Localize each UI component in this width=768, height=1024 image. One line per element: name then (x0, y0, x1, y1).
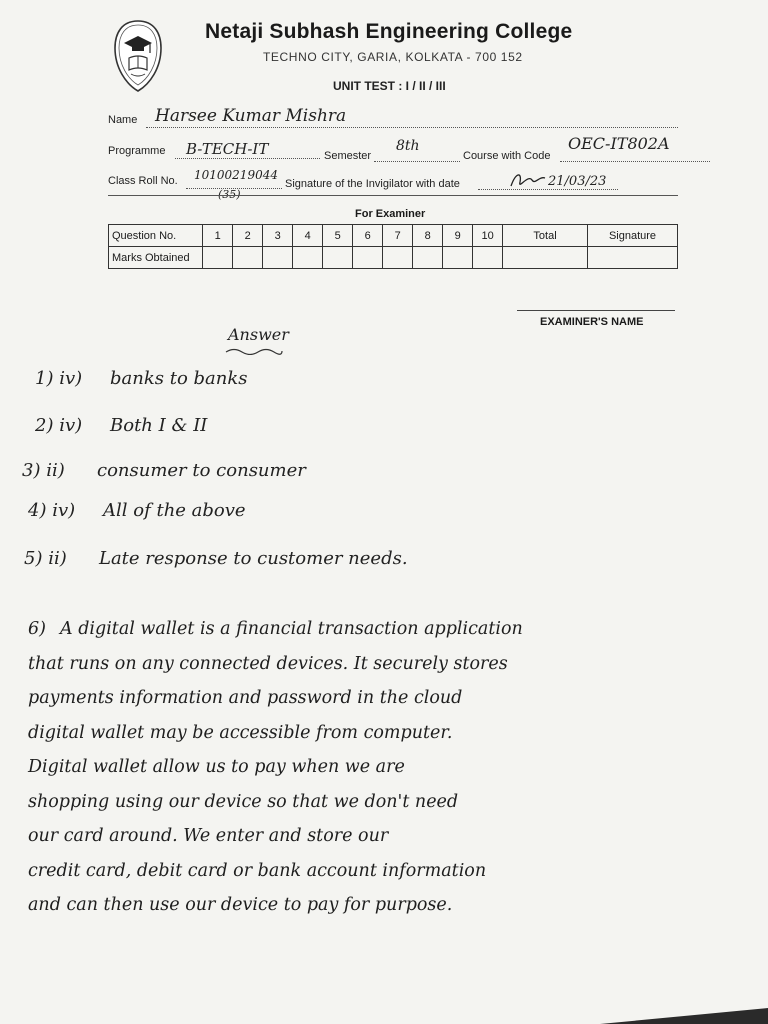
answer-number: 1) iv) (35, 368, 83, 389)
name-line (146, 127, 678, 128)
answer-item (22, 460, 306, 481)
answer-text: Late response to customer needs. (99, 548, 408, 569)
question-number: 8 (413, 225, 443, 247)
question-number: 6 (353, 225, 383, 247)
answer-heading: Answer (228, 325, 289, 344)
total-cell (503, 247, 588, 269)
marks-cell (413, 247, 443, 269)
answer-item (35, 415, 207, 436)
answer-number: 4) iv) (28, 500, 76, 521)
marks-cell (383, 247, 413, 269)
examiner-name-label: EXAMINER'S NAME (540, 316, 644, 328)
question-number: 7 (383, 225, 413, 247)
college-name: Netaji Subhash Engineering College (205, 20, 573, 43)
marks-cell (473, 247, 503, 269)
answer-text: consumer to consumer (97, 460, 306, 481)
header-divider (108, 195, 678, 196)
marks-cell (323, 247, 353, 269)
programme-label: Programme (108, 145, 166, 157)
answer-text: Both I & II (110, 415, 208, 436)
examiner-name-line (517, 310, 675, 311)
marks-obtained-row (109, 247, 678, 269)
long-answer-text: A digital wallet is a financial transaction application that runs on any connected devices. It securely stores payments information and password in the cloud digital wallet may be accessible from computer. Digital wallet allow us to pay when we are shopping using our device so that we don't need our card around. We enter and store our credit card, debit card or bank account information and can then use our device to pay for purpose. (28, 619, 523, 915)
answer-number: 5) ii) (24, 548, 67, 569)
marks-header-row (109, 225, 678, 247)
invigilator-signature-date: 21/03/23 (548, 174, 607, 189)
marks-cell (203, 247, 233, 269)
answer-text: banks to banks (110, 368, 248, 389)
question-number: 9 (443, 225, 473, 247)
marks-cell (263, 247, 293, 269)
long-answer-number: 6) (28, 619, 46, 639)
answer-item (35, 368, 248, 389)
signature-cell (587, 247, 677, 269)
roll-sub-value: (35) (218, 188, 241, 201)
course-line (560, 161, 710, 162)
semester-value: 8th (396, 138, 420, 154)
answer-underline-icon (224, 347, 284, 355)
question-number: 1 (203, 225, 233, 247)
for-examiner-label: For Examiner (355, 208, 426, 220)
question-no-label: Question No. (109, 225, 203, 247)
marks-cell (293, 247, 323, 269)
marks-cell (233, 247, 263, 269)
answer-item (28, 500, 246, 521)
marks-obtained-label: Marks Obtained (109, 247, 203, 269)
invigilator-signature-icon (508, 168, 548, 192)
roll-value: 10100219044 (194, 168, 278, 182)
answer-text: All of the above (103, 500, 246, 521)
course-value: OEC-IT802A (568, 134, 670, 153)
college-logo-icon (112, 18, 164, 94)
total-label: Total (503, 225, 588, 247)
invigilator-signature-label: Signature of the Invigilator with date (285, 178, 460, 190)
programme-value: B-TECH-IT (186, 140, 269, 158)
question-number: 4 (293, 225, 323, 247)
long-answer (28, 612, 763, 923)
answer-number: 2) iv) (35, 415, 83, 436)
question-number: 2 (233, 225, 263, 247)
answer-item (24, 548, 408, 569)
college-address: TECHNO CITY, GARIA, KOLKATA - 700 152 (263, 50, 523, 64)
unit-test-label: UNIT TEST : I / II / III (333, 79, 446, 93)
marks-cell (443, 247, 473, 269)
question-number: 3 (263, 225, 293, 247)
marks-cell (353, 247, 383, 269)
answer-number: 3) ii) (22, 460, 65, 481)
examiner-signature-label: Signature (587, 225, 677, 247)
roll-label: Class Roll No. (108, 175, 178, 187)
name-label: Name (108, 114, 138, 126)
page-corner-shadow-icon (600, 1006, 768, 1024)
question-number: 10 (473, 225, 503, 247)
invigilator-signature-line (478, 189, 618, 190)
programme-line (175, 158, 320, 159)
name-value: Harsee Kumar Mishra (155, 106, 347, 126)
question-number: 5 (323, 225, 353, 247)
semester-line (374, 161, 460, 162)
marks-table (108, 224, 678, 269)
semester-label: Semester (324, 150, 372, 162)
course-label: Course with Code (463, 150, 551, 162)
